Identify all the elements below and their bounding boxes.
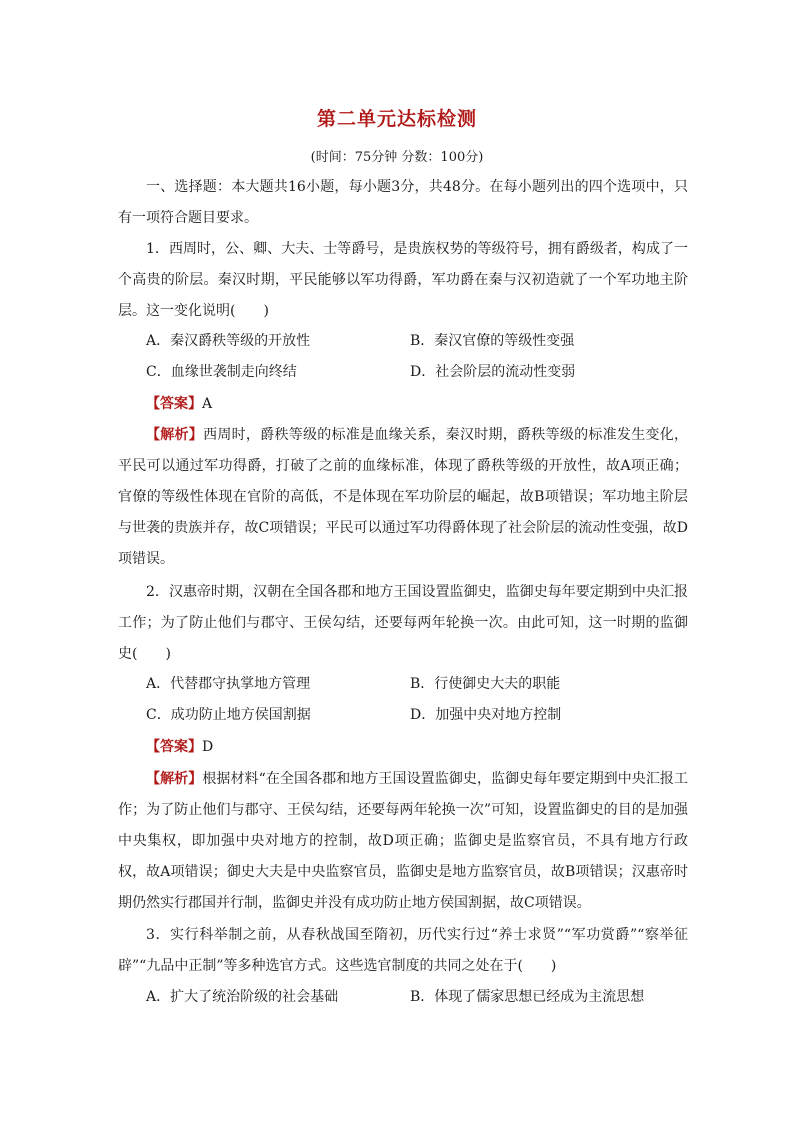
section-instructions: 一、选择题：本大题共16小题，每小题3分，共48分。在每小题列出的四个选项中，只有一项符合题目要求。 [118, 179, 688, 226]
question-2-option-b: B．行使御史大夫的职能 [410, 676, 561, 692]
question-3-option-a: A．扩大了统治阶级的社会基础 [146, 989, 339, 1005]
answer-value: A [202, 396, 213, 412]
question-2-option-d: D．加强中央对地方控制 [410, 707, 562, 723]
question-3-options [146, 982, 686, 1013]
question-1-option-c: C．血缘世袭制走向终结 [146, 364, 297, 380]
question-1-options [146, 326, 686, 388]
question-3-option-b: B．体现了儒家思想已经成为主流思想 [410, 989, 645, 1005]
question-1-analysis [118, 420, 688, 575]
exam-info: (时间：75分钟 分数：100分) [310, 150, 484, 165]
answer-label: 【答案】 [146, 739, 202, 755]
question-2-option-c: C．成功防止地方侯国割据 [146, 707, 311, 723]
question-1-option-d: D．社会阶层的流动性变弱 [410, 364, 576, 380]
answer-value: D [202, 739, 214, 755]
analysis-label: 【解析】 [146, 771, 203, 787]
question-2-option-a: A．代替郡守执掌地方管理 [146, 676, 311, 692]
question-2-stem: 2．汉惠帝时期，汉朝在全国各郡和地方王国设置监御史，监御史每年要定期到中央汇报工作；为了防止他们与郡守、王侯勾结，还要每两年轮换一次。由此可知，这一时期的监御史( ) [118, 584, 688, 662]
question-2-options [146, 669, 686, 731]
question-2-analysis [118, 764, 688, 919]
answer-label: 【答案】 [146, 396, 202, 412]
question-1-answer [146, 391, 212, 417]
question-1-option-b: B．秦汉官僚的等级性变强 [410, 333, 575, 349]
analysis-text: 西周时，爵秩等级的标准是血缘关系，秦汉时期，爵秩等级的标准发生变化，平民可以通过军功得爵，打破了之前的血缘标准，体现了爵秩等级的开放性，故A项正确；官僚的等级性体现在官阶的高低，不是体现在军功阶层的崛起，故B项错误；军功地主阶层与世袭的贵族并存，故C项错误；平民可以通过军功得爵体现了社会阶层的流动性变强，故D项错误。 [118, 427, 689, 567]
analysis-text: 根据材料“在全国各郡和地方王国设置监御史，监御史每年要定期到中央汇报工作；为了防止他们与郡守、王侯勾结，还要每两年轮换一次”可知，设置监御史的目的是加强中央集权，即加强中央对地方的控制，故D项正确；监御史是监察官员，不具有地方行政权，故A项错误；御史大夫是中央监察官员，监御史是地方监察官员，故B项错误；汉惠帝时期仍然实行郡国并行制，监御史并没有成功防止地方侯国割据，故C项错误。 [118, 771, 689, 911]
analysis-label: 【解析】 [146, 427, 204, 443]
question-2-answer [146, 734, 213, 760]
question-3-stem: 3．实行科举制之前，从春秋战国至隋初，历代实行过“养士求贤”“军功赏爵”“察举征辟”“九品中正制”等多种选官方式。这些选官制度的共同之处在于( ) [118, 927, 688, 974]
question-1-stem: 1．西周时，公、卿、大夫、士等爵号，是贵族权势的等级符号，拥有爵级者，构成了一个高贵的阶层。秦汉时期，平民能够以军功得爵，军功爵在秦与汉初造就了一个军功地主阶层。这一变化说明( ) [118, 241, 688, 319]
question-1-option-a: A．秦汉爵秩等级的开放性 [146, 333, 311, 349]
page-title: 第二单元达标检测 [316, 108, 477, 130]
